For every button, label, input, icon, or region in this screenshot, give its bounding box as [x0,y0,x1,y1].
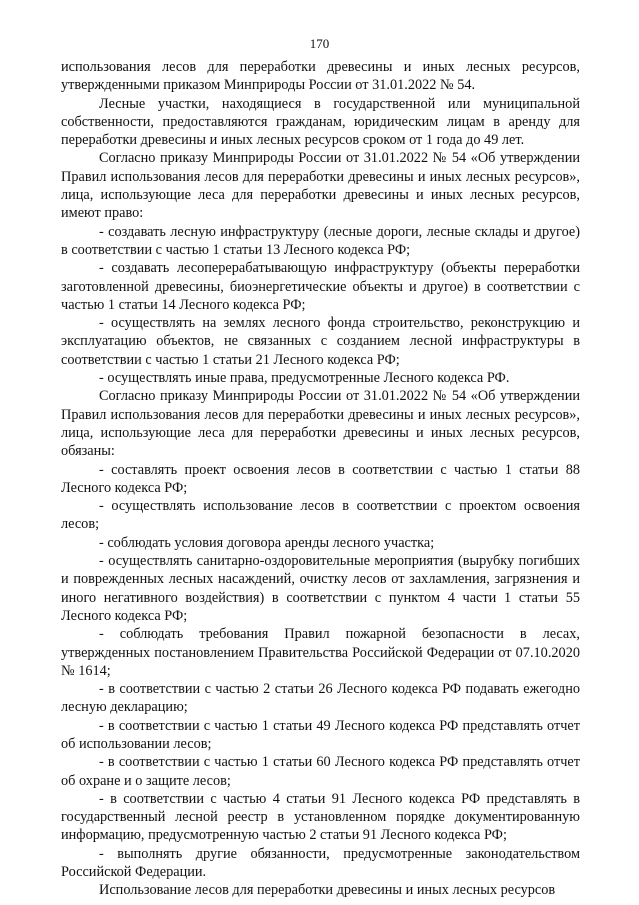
paragraph: Использование лесов для переработки древесины и иных лесных ресурсов [99,882,556,899]
paragraph: - в соответствии с частью 1 статьи 49 Лесного кодекса РФ представлять отчет об использовании лесов; [61,717,580,752]
paragraph: - осуществлять иные права, предусмотренные Лесного кодекса РФ. [99,370,510,387]
paragraph: - осуществлять санитарно-оздоровительные мероприятия (вырубку погибших и поврежденных лесных насаждений, очистку лесов от захламления, загрязнения и иного негативного воздействия) в соответствии с пунктом 4 части 1 статьи 55 Лесного кодекса РФ; [61,553,580,624]
paragraph: - соблюдать условия договора аренды лесного участка; [99,534,435,551]
paragraph: - составлять проект освоения лесов в соответствии с частью 1 статьи 88 Лесного кодекса РФ; [61,461,580,496]
paragraph: - создавать лесоперерабатывающую инфраструктуру (объекты переработки заготовленной древесины, биоэнергетические объекты и другое) в соответствии с частью 1 статьи 14 Лесного кодекса РФ; [61,260,580,313]
paragraph: Согласно приказу Минприроды России от 31.01.2022 № 54 «Об утверждении Правил использования лесов для переработки древесины и иных лесных ресурсов», лица, использующие леса для переработки древесины и иных лесных ресурсов, имеют право: [61,150,580,222]
paragraph: - в соответствии с частью 4 статьи 91 Лесного кодекса РФ представлять в государственный лесной реестр в установленном порядке документированную информацию, предусмотренную частью 2 статьи 91 Лесного кодекса РФ; [61,790,580,844]
page-number: 170 [309,36,330,51]
paragraph: - выполнять другие обязанности, предусмотренные законодательством Российской Федерации. [61,845,580,881]
document-body [61,58,580,900]
paragraph: использования лесов для переработки древесины и иных лесных ресурсов, утвержденными приказом Минприроды России от 31.01.2022 № 54. [61,59,580,94]
paragraph: Согласно приказу Минприроды России от 31.01.2022 № 54 «Об утверждении Правил использования лесов для переработки древесины и иных лесных ресурсов», лица, использующие леса для переработки древесины и иных лесных ресурсов, обязаны: [61,388,580,460]
paragraph: - создавать лесную инфраструктуру (лесные дороги, лесные склады и другое) в соответствии с частью 1 статьи 13 Лесного кодекса РФ; [61,223,580,258]
paragraph: - в соответствии с частью 2 статьи 26 Лесного кодекса РФ подавать ежегодно лесную декларацию; [61,681,580,716]
paragraph: - в соответствии с частью 1 статьи 60 Лесного кодекса РФ представлять отчет об охране и о защите лесов; [61,754,580,789]
paragraph: Лесные участки, находящиеся в государственной или муниципальной собственности, предоставляются гражданам, юридическим лицам в аренду для переработки древесины и иных лесных ресурсов сроком от 1 года до 49 лет. [61,95,580,149]
paragraph: - осуществлять на землях лесного фонда строительство, реконструкцию и эксплуатацию объектов, не связанных с созданием лесной инфраструктуры в соответствии с частью 1 статьи 21 Лесного кодекса РФ; [61,315,580,368]
paragraph: - осуществлять использование лесов в соответствии с проектом освоения лесов; [61,498,580,533]
paragraph: - соблюдать требования Правил пожарной безопасности в лесах, утвержденных постановлением Правительства Российской Федерации от 07.10.2020 № 1614; [61,626,580,679]
